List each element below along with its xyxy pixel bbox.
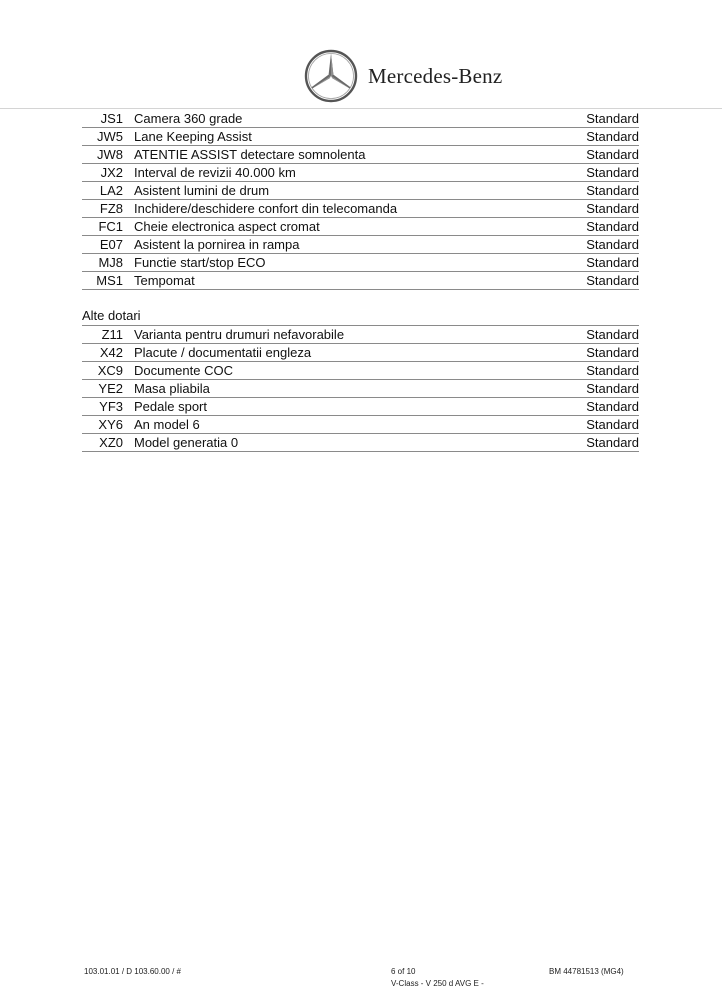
footer-document-id: BM 44781513 (MG4) bbox=[549, 967, 624, 976]
equipment-row bbox=[82, 182, 639, 200]
mercedes-star-icon bbox=[304, 49, 358, 103]
option-description: Model generatia 0 bbox=[134, 435, 239, 450]
option-description: Asistent lumini de drum bbox=[134, 183, 270, 198]
equipment-row bbox=[82, 398, 639, 416]
equipment-row bbox=[82, 344, 639, 362]
option-code: YE2 bbox=[98, 381, 123, 396]
equipment-row bbox=[82, 254, 639, 272]
equipment-row bbox=[82, 146, 639, 164]
option-description: Varianta pentru drumuri nefavorabile bbox=[134, 327, 345, 342]
equipment-section bbox=[82, 110, 639, 290]
option-status: Standard bbox=[586, 219, 639, 234]
option-description: Inchidere/deschidere confort din telecomanda bbox=[134, 201, 398, 216]
other-equipment-section bbox=[82, 307, 639, 452]
section-title: Alte dotari bbox=[82, 308, 141, 323]
option-status: Standard bbox=[586, 237, 639, 252]
option-status: Standard bbox=[586, 255, 639, 270]
option-status: Standard bbox=[586, 363, 639, 378]
option-code: LA2 bbox=[99, 183, 123, 198]
page-number: 6 of 10 bbox=[391, 967, 416, 976]
equipment-row bbox=[82, 164, 639, 182]
option-status: Standard bbox=[586, 201, 639, 216]
option-code: FZ8 bbox=[99, 201, 123, 216]
option-status: Standard bbox=[586, 273, 639, 288]
option-description: Functie start/stop ECO bbox=[134, 255, 266, 270]
option-status: Standard bbox=[586, 381, 639, 396]
option-status: Standard bbox=[586, 111, 639, 126]
option-description: Camera 360 grade bbox=[134, 111, 243, 126]
option-description: Interval de revizii 40.000 km bbox=[134, 165, 296, 180]
option-description: Placute / documentatii engleza bbox=[134, 345, 312, 360]
option-status: Standard bbox=[586, 165, 639, 180]
option-status: Standard bbox=[586, 183, 639, 198]
footer-reference: 103.01.01 / D 103.60.00 / # bbox=[84, 967, 181, 976]
equipment-row bbox=[82, 434, 639, 452]
page-header bbox=[0, 0, 722, 109]
option-status: Standard bbox=[586, 345, 639, 360]
option-code: XZ0 bbox=[99, 435, 123, 450]
option-code: JW8 bbox=[97, 147, 123, 162]
option-status: Standard bbox=[586, 399, 639, 414]
option-code: JS1 bbox=[100, 111, 123, 126]
option-status: Standard bbox=[586, 147, 639, 162]
option-status: Standard bbox=[586, 417, 639, 432]
option-code: FC1 bbox=[98, 219, 123, 234]
equipment-row bbox=[82, 128, 639, 146]
equipment-row bbox=[82, 362, 639, 380]
option-status: Standard bbox=[586, 327, 639, 342]
option-code: XY6 bbox=[98, 417, 123, 432]
equipment-row bbox=[82, 110, 639, 128]
option-code: JX2 bbox=[100, 165, 123, 180]
option-description: Pedale sport bbox=[134, 399, 207, 414]
equipment-row bbox=[82, 326, 639, 344]
equipment-row bbox=[82, 416, 639, 434]
equipment-row bbox=[82, 380, 639, 398]
option-code: Z11 bbox=[101, 327, 123, 342]
option-code: JW5 bbox=[97, 129, 123, 144]
option-description: ATENTIE ASSIST detectare somnolenta bbox=[134, 147, 366, 162]
option-status: Standard bbox=[586, 129, 639, 144]
footer-page-info bbox=[391, 966, 484, 990]
equipment-row bbox=[82, 200, 639, 218]
option-description: Tempomat bbox=[134, 273, 195, 288]
brand-name: Mercedes-Benz bbox=[368, 64, 503, 88]
option-code: X42 bbox=[99, 345, 123, 360]
option-code: MJ8 bbox=[98, 255, 123, 270]
equipment-row bbox=[82, 218, 639, 236]
equipment-row bbox=[82, 272, 639, 290]
other-equipment-list bbox=[82, 325, 639, 452]
equipment-list bbox=[82, 110, 639, 290]
option-description: Asistent la pornirea in rampa bbox=[134, 237, 300, 252]
model-name: V-Class - V 250 d AVG E - bbox=[391, 979, 484, 988]
option-description: Lane Keeping Assist bbox=[134, 129, 252, 144]
option-code: MS1 bbox=[96, 273, 123, 288]
option-description: Masa pliabila bbox=[134, 381, 210, 396]
equipment-row bbox=[82, 236, 639, 254]
option-code: XC9 bbox=[97, 363, 123, 378]
option-description: An model 6 bbox=[134, 417, 200, 432]
option-description: Cheie electronica aspect cromat bbox=[134, 219, 320, 234]
option-code: YF3 bbox=[99, 399, 123, 414]
option-status: Standard bbox=[586, 435, 639, 450]
option-code: E07 bbox=[99, 237, 123, 252]
option-description: Documente COC bbox=[134, 363, 233, 378]
